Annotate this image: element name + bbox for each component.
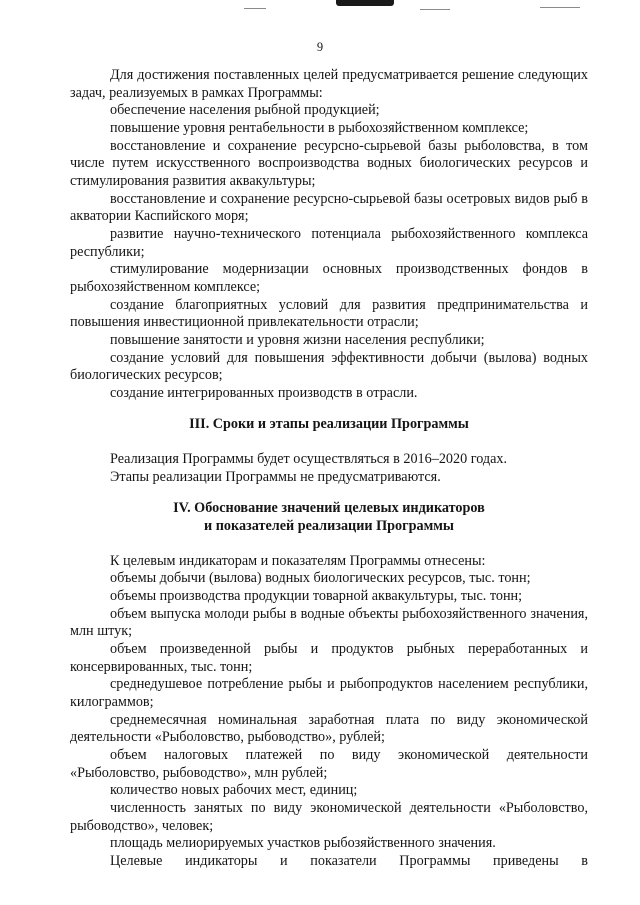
scan-artifact: [540, 7, 580, 8]
indicator-item: количество новых рабочих мест, единиц;: [110, 782, 358, 799]
task-item: развитие научно-технического потенциала рыбохозяйственного комплекса республики;: [70, 225, 588, 260]
document-body: [70, 67, 588, 871]
task-item: обеспечение населения рыбной продукцией;: [110, 102, 380, 119]
indicator-item: объемы производства продукции товарной аквакультуры, тыс. тонн;: [110, 588, 523, 605]
indicator-item: численность занятых по виду экономической деятельности «Рыболовство, рыбоводство», человек;: [70, 799, 588, 834]
task-item: восстановление и сохранение ресурсно-сырьевой базы осетровых видов рыб в акватории Каспийского моря;: [70, 190, 588, 225]
task-item: повышение уровня рентабельности в рыбохозяйственном комплексе;: [110, 119, 529, 136]
indicator-item: среднемесячная номинальная заработная плата по виду экономической деятельности «Рыболовство, рыбоводство», рублей;: [70, 711, 588, 746]
section-4-heading-line-1: IV. Обоснование значений целевых индикаторов: [173, 500, 485, 517]
scan-artifact: [244, 8, 266, 9]
indicator-item: площадь мелиорируемых участков рыбозяйственного значения.: [110, 835, 496, 852]
indicator-item: среднедушевое потребление рыбы и рыбопродуктов населением республики, килограммов;: [70, 676, 588, 710]
section-4-closing: Целевые индикаторы и показатели Программы приведены в: [110, 852, 588, 869]
page-number: 9: [316, 40, 324, 54]
task-item: создание интегрированных производств в отрасли.: [110, 384, 418, 401]
task-item: повышение занятости и уровня жизни населения республики;: [110, 331, 485, 348]
indicator-item: объем налоговых платежей по виду экономической деятельности «Рыболовство, рыбоводство», млн рублей;: [70, 746, 588, 781]
indicator-item: объемы добычи (вылова) водных биологических ресурсов, тыс. тонн;: [110, 570, 531, 587]
scan-artifact: [336, 0, 394, 6]
task-item: восстановление и сохранение ресурсно-сырьевой базы рыболовства, в том числе путем искусственного воспроизводства водных биологических ресурсов и стимулирования развития аквакультуры;: [70, 137, 588, 189]
task-item: создание благоприятных условий для развития предпринимательства и повышения инвестиционной привлекательности отрасли;: [70, 296, 588, 331]
task-item: стимулирование модернизации основных производственных фондов в рыбохозяйственном комплексе;: [70, 261, 588, 295]
section-3-line: Этапы реализации Программы не предусматриваются.: [110, 468, 441, 485]
task-item: создание условий для повышения эффективности добычи (вылова) водных биологических ресурсов;: [70, 349, 588, 384]
section-3-heading: III. Сроки и этапы реализации Программы: [189, 416, 469, 433]
section-3-line: Реализация Программы будет осуществляться в 2016–2020 годах.: [110, 451, 508, 468]
indicator-item: объем произведенной рыбы и продуктов рыбных переработанных и консервированных, тыс. тонн;: [70, 641, 588, 675]
indicator-item: объем выпуска молоди рыбы в водные объекты рыбохозяйственного значения, млн штук;: [70, 605, 588, 640]
section-4-heading-line-2: и показателей реализации Программы: [204, 518, 454, 535]
scan-artifact: [420, 9, 450, 10]
section-4-intro: К целевым индикаторам и показателям Программы отнесены:: [110, 552, 486, 569]
goals-intro: Для достижения поставленных целей предусматривается решение следующих задач, реализуемых в рамках Программы:: [70, 67, 588, 101]
